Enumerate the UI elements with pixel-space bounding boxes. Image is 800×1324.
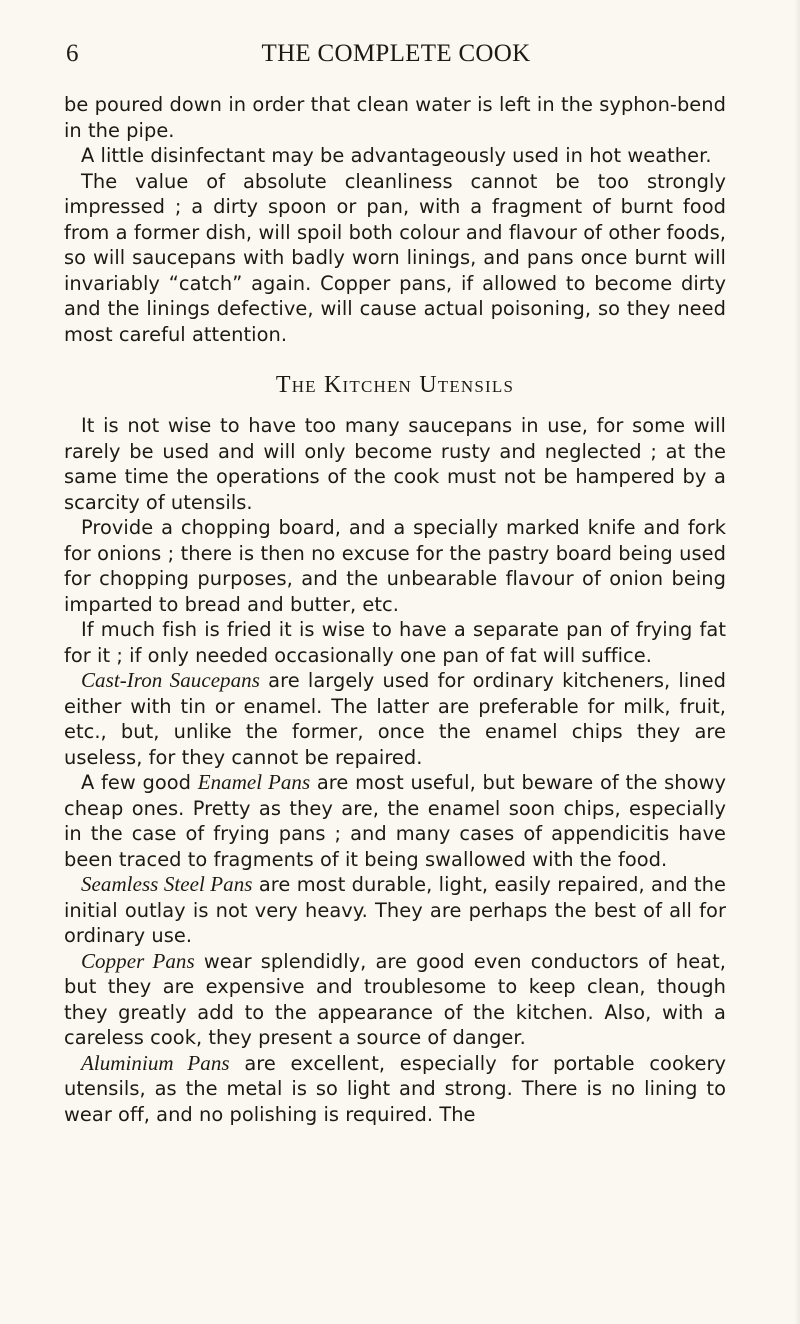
term-cast-iron-saucepans: Cast-Iron Saucepans bbox=[81, 668, 260, 692]
book-title: THE COMPLETE COOK bbox=[261, 40, 531, 67]
paragraph-cast-iron bbox=[64, 668, 726, 770]
aluminium-text: are excellent, especially for portable cookery utensils, as the metal is so light and strong. There is no lining to wear off, and no polishing is required. The bbox=[64, 1051, 726, 1126]
paragraph-chopping-board: Provide a chopping board, and a specially marked knife and fork for onions ; there is then no excuse for the pastry board being used for chopping purposes, and the unbearable flavour of onion being imparted to bread and butter, etc. bbox=[64, 516, 726, 616]
enamel-intro: A few good bbox=[81, 771, 198, 794]
running-head bbox=[66, 40, 726, 80]
term-copper-pans: Copper Pans bbox=[81, 948, 195, 973]
enamel-text: are most useful, but beware of the showy cheap ones. Pretty as they are, the enamel soon chips, especially in the case of frying pans ; and many cases of appendicitis have been traced to fragments of it being swallowed with the food. bbox=[64, 771, 726, 871]
term-aluminium-pans: Aluminium Pans bbox=[81, 1050, 230, 1075]
section-heading-kitchen-utensils: The Kitchen Utensils bbox=[275, 372, 515, 398]
paragraph-frying-fat: If much fish is fried it is wise to have a separate pan of frying fat for it ; if only needed occasionally one pan of fat will suffice. bbox=[64, 618, 726, 667]
term-enamel-pans: Enamel Pans bbox=[197, 770, 311, 794]
seamless-steel-text: are most durable, light, easily repaired, and the initial outlay is not very heavy. They are perhaps the best of all for ordinary use. bbox=[64, 873, 726, 947]
page-number: 6 bbox=[66, 40, 79, 67]
paragraph-cleanliness: The value of absolute cleanliness cannot be too strongly impressed ; a dirty spoon or pan, with a fragment of burnt food from a former dish, will spoil both colour and flavour of other foods, so will saucepans with badly worn linings, and pans once burnt will invariably “catch” again. Copper pans, if allowed to become dirty and the linings defective, will cause actual poisoning, so they need most careful attention. bbox=[64, 169, 726, 346]
copper-text: wear splendidly, are good even conductors of heat, but they are expensive and troublesome to keep clean, though they greatly add to the appearance of the kitchen. Also, with a careless cook, they present a source of danger. bbox=[64, 949, 726, 1049]
paragraph-saucepans: It is not wise to have too many saucepans in use, for some will rarely be used and will only become rusty and neglected ; at the same time the operations of the cook must not be hampered by a scarcity of utensils. bbox=[64, 414, 726, 514]
paragraph-seamless-steel bbox=[64, 872, 726, 949]
body-text bbox=[64, 92, 726, 1127]
paragraph-aluminium bbox=[64, 1051, 726, 1128]
paragraph-disinfectant: A little disinfectant may be advantageously used in hot weather. bbox=[81, 144, 712, 167]
cast-iron-text: are largely used for ordinary kitcheners, lined either with tin or enamel. The latter are preferable for milk, fruit, etc., but, unlike the former, once the enamel chips they are useless, for they cannot be repaired. bbox=[64, 669, 726, 769]
paragraph-syphon: be poured down in order that clean water is left in the syphon-bend in the pipe. bbox=[64, 93, 726, 142]
page-edge-shadow bbox=[794, 0, 800, 1324]
paragraph-enamel bbox=[64, 770, 726, 872]
paragraph-copper bbox=[64, 949, 726, 1051]
term-seamless-steel-pans: Seamless Steel Pans bbox=[81, 872, 253, 896]
